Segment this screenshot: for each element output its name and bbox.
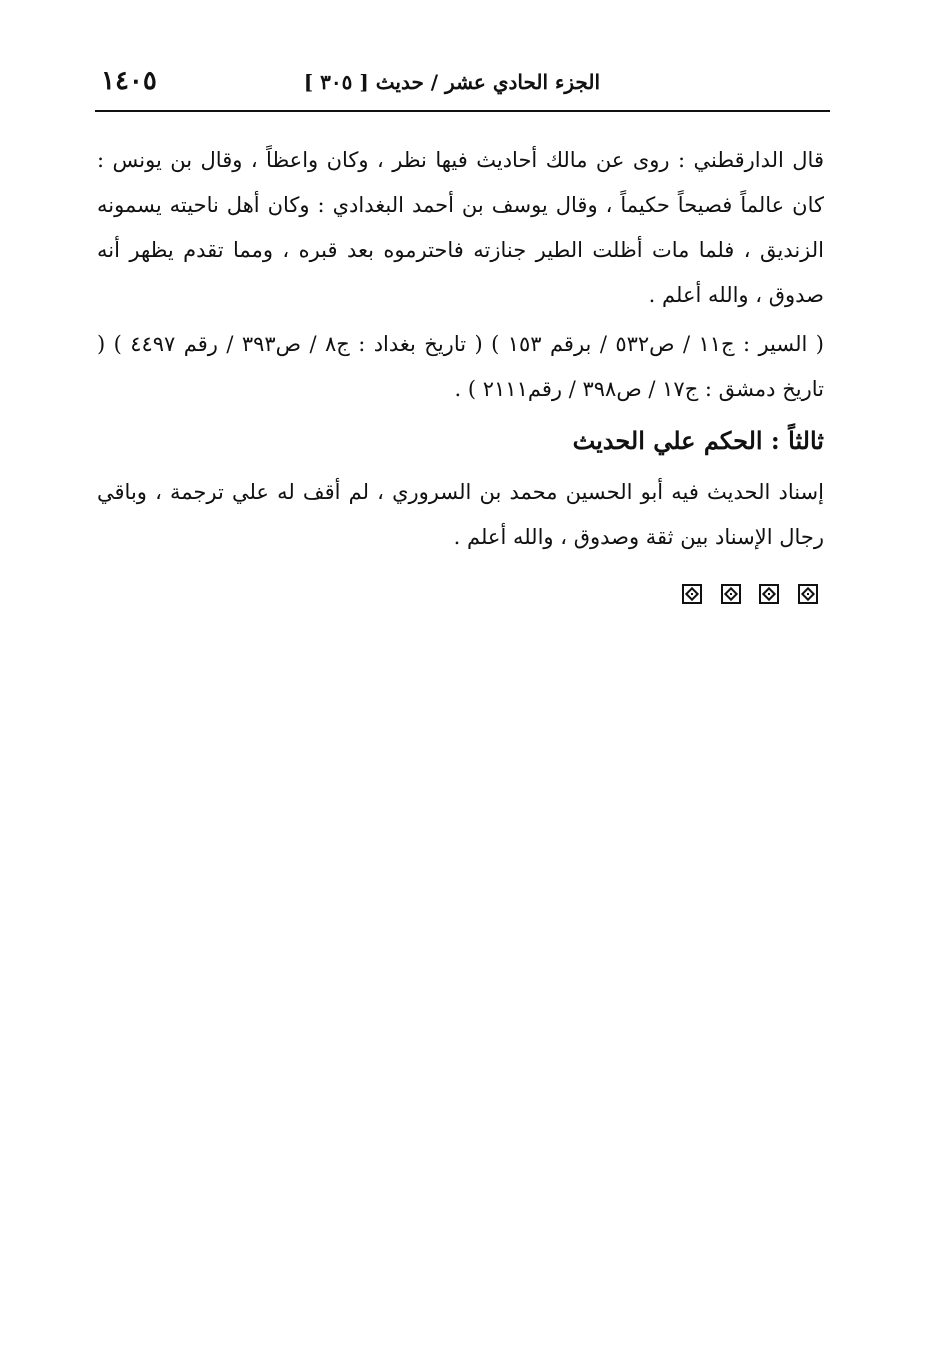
- page-number: ١٤٠٥: [101, 66, 157, 96]
- square-knot-ornament-icon: [682, 584, 702, 604]
- square-knot-ornament-icon: [759, 584, 779, 604]
- section-heading: ثالثاً : الحكم علي الحديث: [572, 426, 824, 455]
- square-knot-ornament-icon: [721, 584, 741, 604]
- end-ornament: [97, 570, 824, 600]
- header-divider: [95, 110, 830, 112]
- narrator-biography-paragraph: قال الدارقطني : روى عن مالك أحاديث فيها نظر ، وكان واعظاً ، وقال بن يونس : كان عالماً فصيحاً حكيماً ، وقال يوسف بن أحمد البغدادي : وكان أهل ناحيته يسمونه الزنديق ، فلما مات أظلت الطير جنازته فاحترموه بعد قبره ، ومما تقدم يظهر أنه صدوق ، والله أعلم .: [97, 148, 824, 307]
- references-paragraph: ( السير : ج١١ / ص٥٣٢ / برقم ١٥٣ ) ( تاريخ بغداد : ج٨ / ص٣٩٣ / رقم ٤٤٩٧ ) ( تاريخ دمشق : ج١٧ / ص٣٩٨ / رقم٢١١١ ) .: [97, 332, 824, 401]
- page-body: [97, 138, 824, 600]
- square-knot-ornament-icon: [798, 584, 818, 604]
- header-title: الجزء الحادي عشر / حديث [ ٣٠٥ ]: [303, 70, 600, 94]
- ruling-paragraph: إسناد الحديث فيه أبو الحسين محمد بن السروري ، لم أقف له علي ترجمة ، وباقي رجال الإسناد بين ثقة وصدوق ، والله أعلم .: [97, 480, 824, 549]
- running-header: [95, 64, 830, 108]
